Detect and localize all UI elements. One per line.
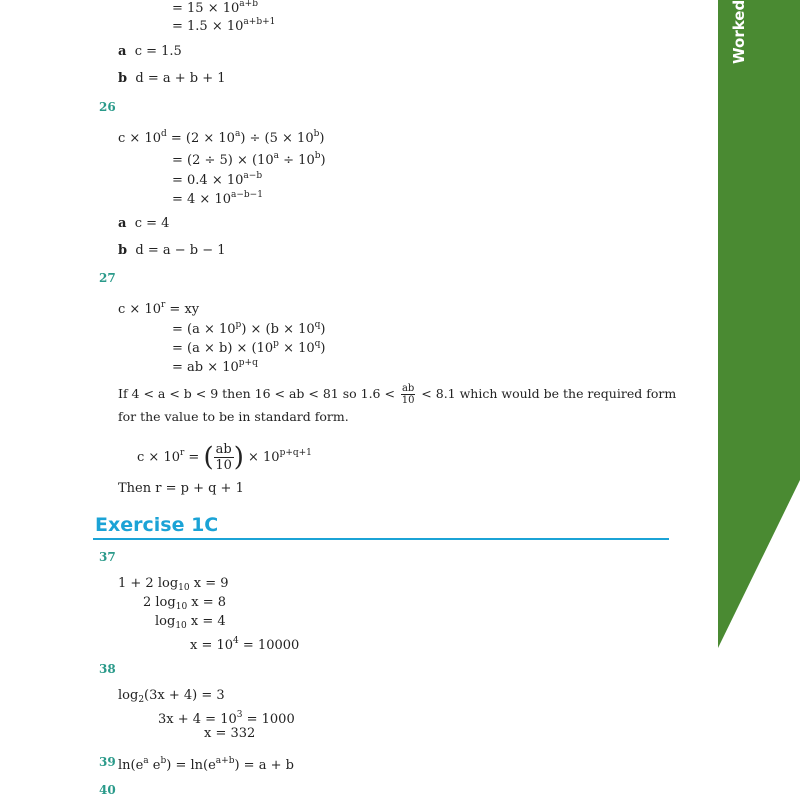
q39-line: $\ln(e^a$ $e^b) = \ln(e^{a+b}) = a + b$ [118, 756, 294, 773]
q27-equation: $c \times 10^r$ = ( $\frac{ab}{10}$ ) × $10^{p+q+1}$ [137, 442, 312, 473]
q38-line-3: x = 332 [204, 726, 256, 741]
q26-line-1: $c \times 10^d = (2 \times 10^a) \div (5 \times 10^b)$ [118, 129, 325, 146]
q26-part-a: a c = 4 [118, 216, 170, 231]
top-line-2: = $1.5 \times 10^{a+b+1}$ [172, 17, 276, 34]
q38-line-2: $3x + 4 = 10^3 = 1000$ [158, 710, 295, 727]
side-tab-shape [718, 0, 800, 650]
q26-part-b: b d = a − b − 1 [118, 243, 226, 258]
exercise-heading: Exercise 1C [95, 514, 219, 536]
q27-line-4: = ab × $10^{p+q}$ [172, 358, 258, 375]
q26-line-3: = $0.4 \times 10^{a-b}$ [172, 171, 263, 188]
q27-paragraph-1: If 4 < a < b < 9 then 16 < ab < 81 so 1.6 < $\frac{ab}{10}$ < 8.1 which would be the required form [118, 383, 677, 406]
q27-inline-fraction: $\frac{ab}{10}$ [401, 383, 415, 406]
q27-line-1: $c \times 10^r$ = xy [118, 300, 200, 317]
top-line-1: = $15 \times 10^{a+b}$ [172, 0, 258, 16]
side-tab [718, 0, 800, 650]
q26-line-2: = $(2 \div 5) \times (10^a \div 10^b)$ [172, 151, 326, 168]
q27-line-3: = $(a \times b) \times (10^p \times 10^q)$ [172, 339, 326, 356]
question-number-27: 27 [99, 271, 116, 285]
exercise-heading-rule [93, 538, 669, 540]
q27-line-2: = $(a \times 10^p) \times (b \times 10^q)$ [172, 320, 326, 337]
q26-line-4: = $4 \times 10^{a-b-1}$ [172, 190, 263, 207]
q38-line-1: $\log_2(3x + 4) = 3$ [118, 688, 225, 705]
side-tab-label: Worked [730, 0, 748, 64]
q37-line-3: $\log_{10} x = 4$ [155, 614, 226, 631]
question-number-37: 37 [99, 550, 116, 564]
q27-conclusion: Then r = p + q + 1 [118, 481, 244, 496]
q27-paragraph-2: for the value to be in standard form. [118, 409, 349, 424]
question-number-26: 26 [99, 100, 116, 114]
q37-line-2: 2 $\log_{10} x = 8$ [143, 595, 227, 612]
top-part-a: a c = 1.5 [118, 44, 182, 59]
question-number-38: 38 [99, 662, 116, 676]
q37-line-4: $x = 10^4 = 10000$ [190, 636, 300, 653]
q37-line-1: 1 + 2 $\log_{10} x = 9$ [118, 576, 229, 593]
q27-equation-fraction: $\frac{ab}{10}$ [215, 442, 232, 473]
question-number-40: 40 [99, 783, 116, 797]
top-part-b: b d = a + b + 1 [118, 71, 226, 86]
question-number-39: 39 [99, 755, 116, 769]
